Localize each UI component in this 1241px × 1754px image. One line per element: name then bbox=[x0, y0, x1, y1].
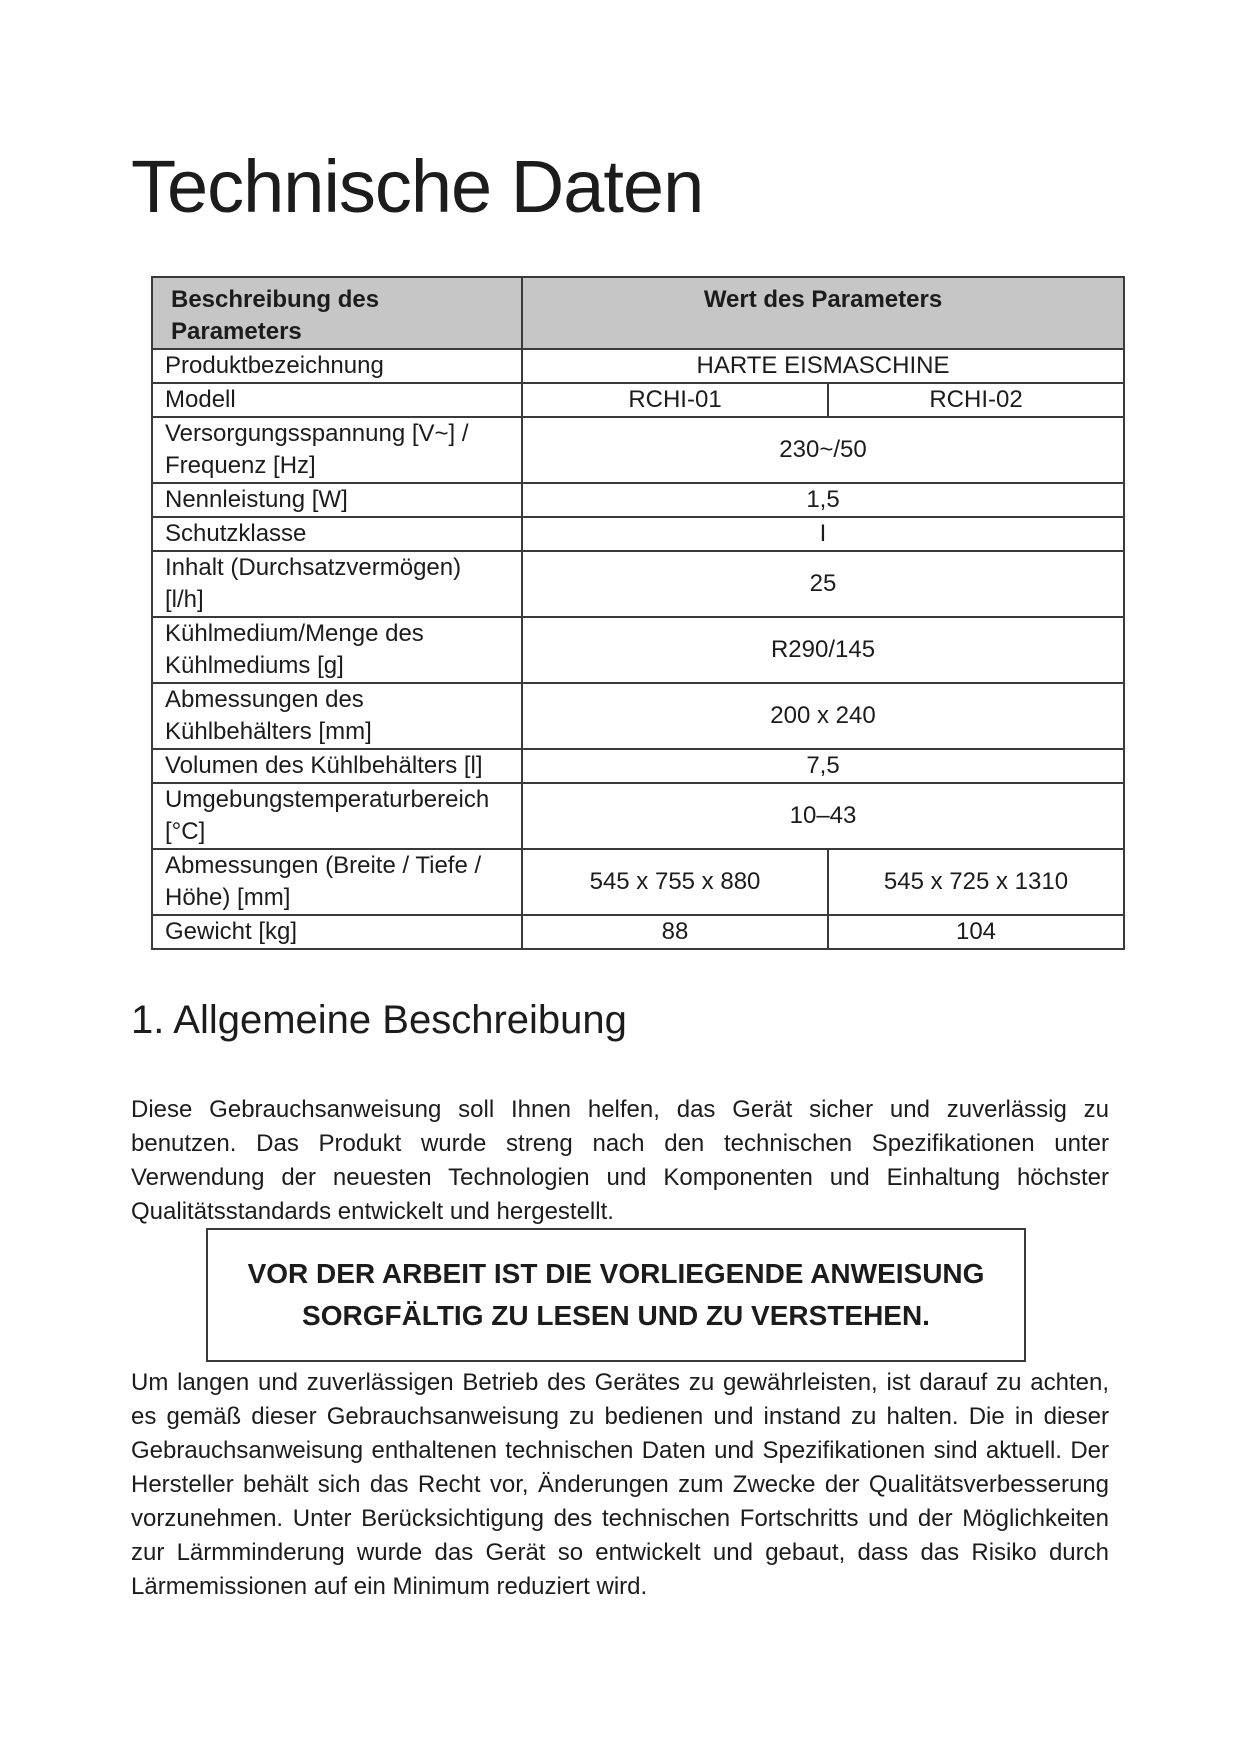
intro-paragraph: Diese Gebrauchsanweisung soll Ihnen helfen, das Gerät sicher und zuverlässig zu benutzen. Das Produkt wurde streng nach den technischen Spezifikationen unter Verwendung der neuesten Technologien und Komponenten und Einhaltung höchster Qualitätsstandards entwickelt und hergestellt. bbox=[131, 1096, 1109, 1225]
label-line: Versorgungsspannung [V~] / bbox=[165, 420, 469, 447]
row-value-model-b: 545 x 725 x 1310 bbox=[828, 849, 1124, 915]
table-row-refrigerant bbox=[152, 617, 1124, 683]
warning-notice-box bbox=[206, 1228, 1026, 1362]
label-line: Abmessungen (Breite / Tiefe / bbox=[165, 852, 482, 879]
label-line: Abmessungen des bbox=[165, 686, 364, 713]
table-row-dimensions bbox=[152, 849, 1124, 915]
table-row-container-volume bbox=[152, 749, 1124, 783]
row-label bbox=[152, 617, 522, 683]
row-label: Produktbezeichnung bbox=[152, 349, 522, 383]
table-row-weight bbox=[152, 915, 1124, 949]
row-value-model-b: RCHI-02 bbox=[828, 383, 1124, 417]
row-label bbox=[152, 783, 522, 849]
table-row-ambient-temp bbox=[152, 783, 1124, 849]
table-row-container-dims bbox=[152, 683, 1124, 749]
label-line: Höhe) [mm] bbox=[165, 884, 291, 911]
row-label: Nennleistung [W] bbox=[152, 483, 522, 517]
table-row-protection bbox=[152, 517, 1124, 551]
label-line: [°C] bbox=[165, 818, 206, 845]
row-value-model-b: 104 bbox=[828, 915, 1124, 949]
table-row-capacity bbox=[152, 551, 1124, 617]
row-value: 200 x 240 bbox=[522, 683, 1124, 749]
page-title: Technische Daten bbox=[131, 145, 704, 228]
row-value: 10–43 bbox=[522, 783, 1124, 849]
table-row-product bbox=[152, 349, 1124, 383]
technical-data-table bbox=[151, 276, 1125, 950]
row-value-model-a: RCHI-01 bbox=[522, 383, 828, 417]
row-value: 7,5 bbox=[522, 749, 1124, 783]
row-value: HARTE EISMASCHINE bbox=[522, 349, 1124, 383]
row-label: Gewicht [kg] bbox=[152, 915, 522, 949]
notice-line: VOR DER ARBEIT IST DIE VORLIEGENDE ANWEISUNG bbox=[247, 1258, 985, 1289]
label-line: [l/h] bbox=[165, 586, 204, 613]
row-value-model-a: 545 x 755 x 880 bbox=[522, 849, 828, 915]
label-line: Inhalt (Durchsatzvermögen) bbox=[165, 554, 462, 581]
row-value: 1,5 bbox=[522, 483, 1124, 517]
row-value: R290/145 bbox=[522, 617, 1124, 683]
section-heading: 1. Allgemeine Beschreibung bbox=[131, 998, 627, 1042]
row-value-model-a: 88 bbox=[522, 915, 828, 949]
row-value: I bbox=[522, 517, 1124, 551]
table-row-power bbox=[152, 483, 1124, 517]
maintenance-paragraph: Um langen und zuverlässigen Betrieb des Gerätes zu gewährleisten, ist darauf zu achten, es gemäß dieser Gebrauchsanweisung zu bedienen und instand zu halten. Die in dieser Gebrauchsanweisung enthaltenen technischen Daten und Spezifikationen sind aktuell. Der Hersteller behält sich das Recht vor, Änderungen zum Zwecke der Qualitätsverbesserung vorzunehmen. Unter Berücksichtigung des technischen Fortschritts und der Möglichkeiten zur Lärmminderung wurde das Gerät so entwickelt und gebaut, dass das Risiko durch Lärmemissionen auf ein Minimum reduziert wird. bbox=[131, 1369, 1109, 1600]
header-description: Beschreibung des Parameters bbox=[152, 277, 522, 349]
label-line: Kühlmedium/Menge des bbox=[165, 620, 424, 647]
row-label: Modell bbox=[152, 383, 522, 417]
table-row-model bbox=[152, 383, 1124, 417]
row-label: Volumen des Kühlbehälters [l] bbox=[152, 749, 522, 783]
label-line: Kühlbehälters [mm] bbox=[165, 718, 372, 745]
row-label: Schutzklasse bbox=[152, 517, 522, 551]
header-value: Wert des Parameters bbox=[522, 277, 1124, 349]
notice-line: SORGFÄLTIG ZU LESEN UND ZU VERSTEHEN. bbox=[302, 1300, 930, 1331]
label-line: Kühlmediums [g] bbox=[165, 652, 344, 679]
row-value: 230~/50 bbox=[522, 417, 1124, 483]
row-label bbox=[152, 417, 522, 483]
table-header-row bbox=[152, 277, 1124, 349]
row-label bbox=[152, 849, 522, 915]
row-label bbox=[152, 683, 522, 749]
table-row-voltage bbox=[152, 417, 1124, 483]
label-line: Frequenz [Hz] bbox=[165, 452, 316, 479]
label-line: Umgebungstemperaturbereich bbox=[165, 786, 490, 813]
row-label bbox=[152, 551, 522, 617]
notice-text bbox=[248, 1253, 985, 1337]
row-value: 25 bbox=[522, 551, 1124, 617]
